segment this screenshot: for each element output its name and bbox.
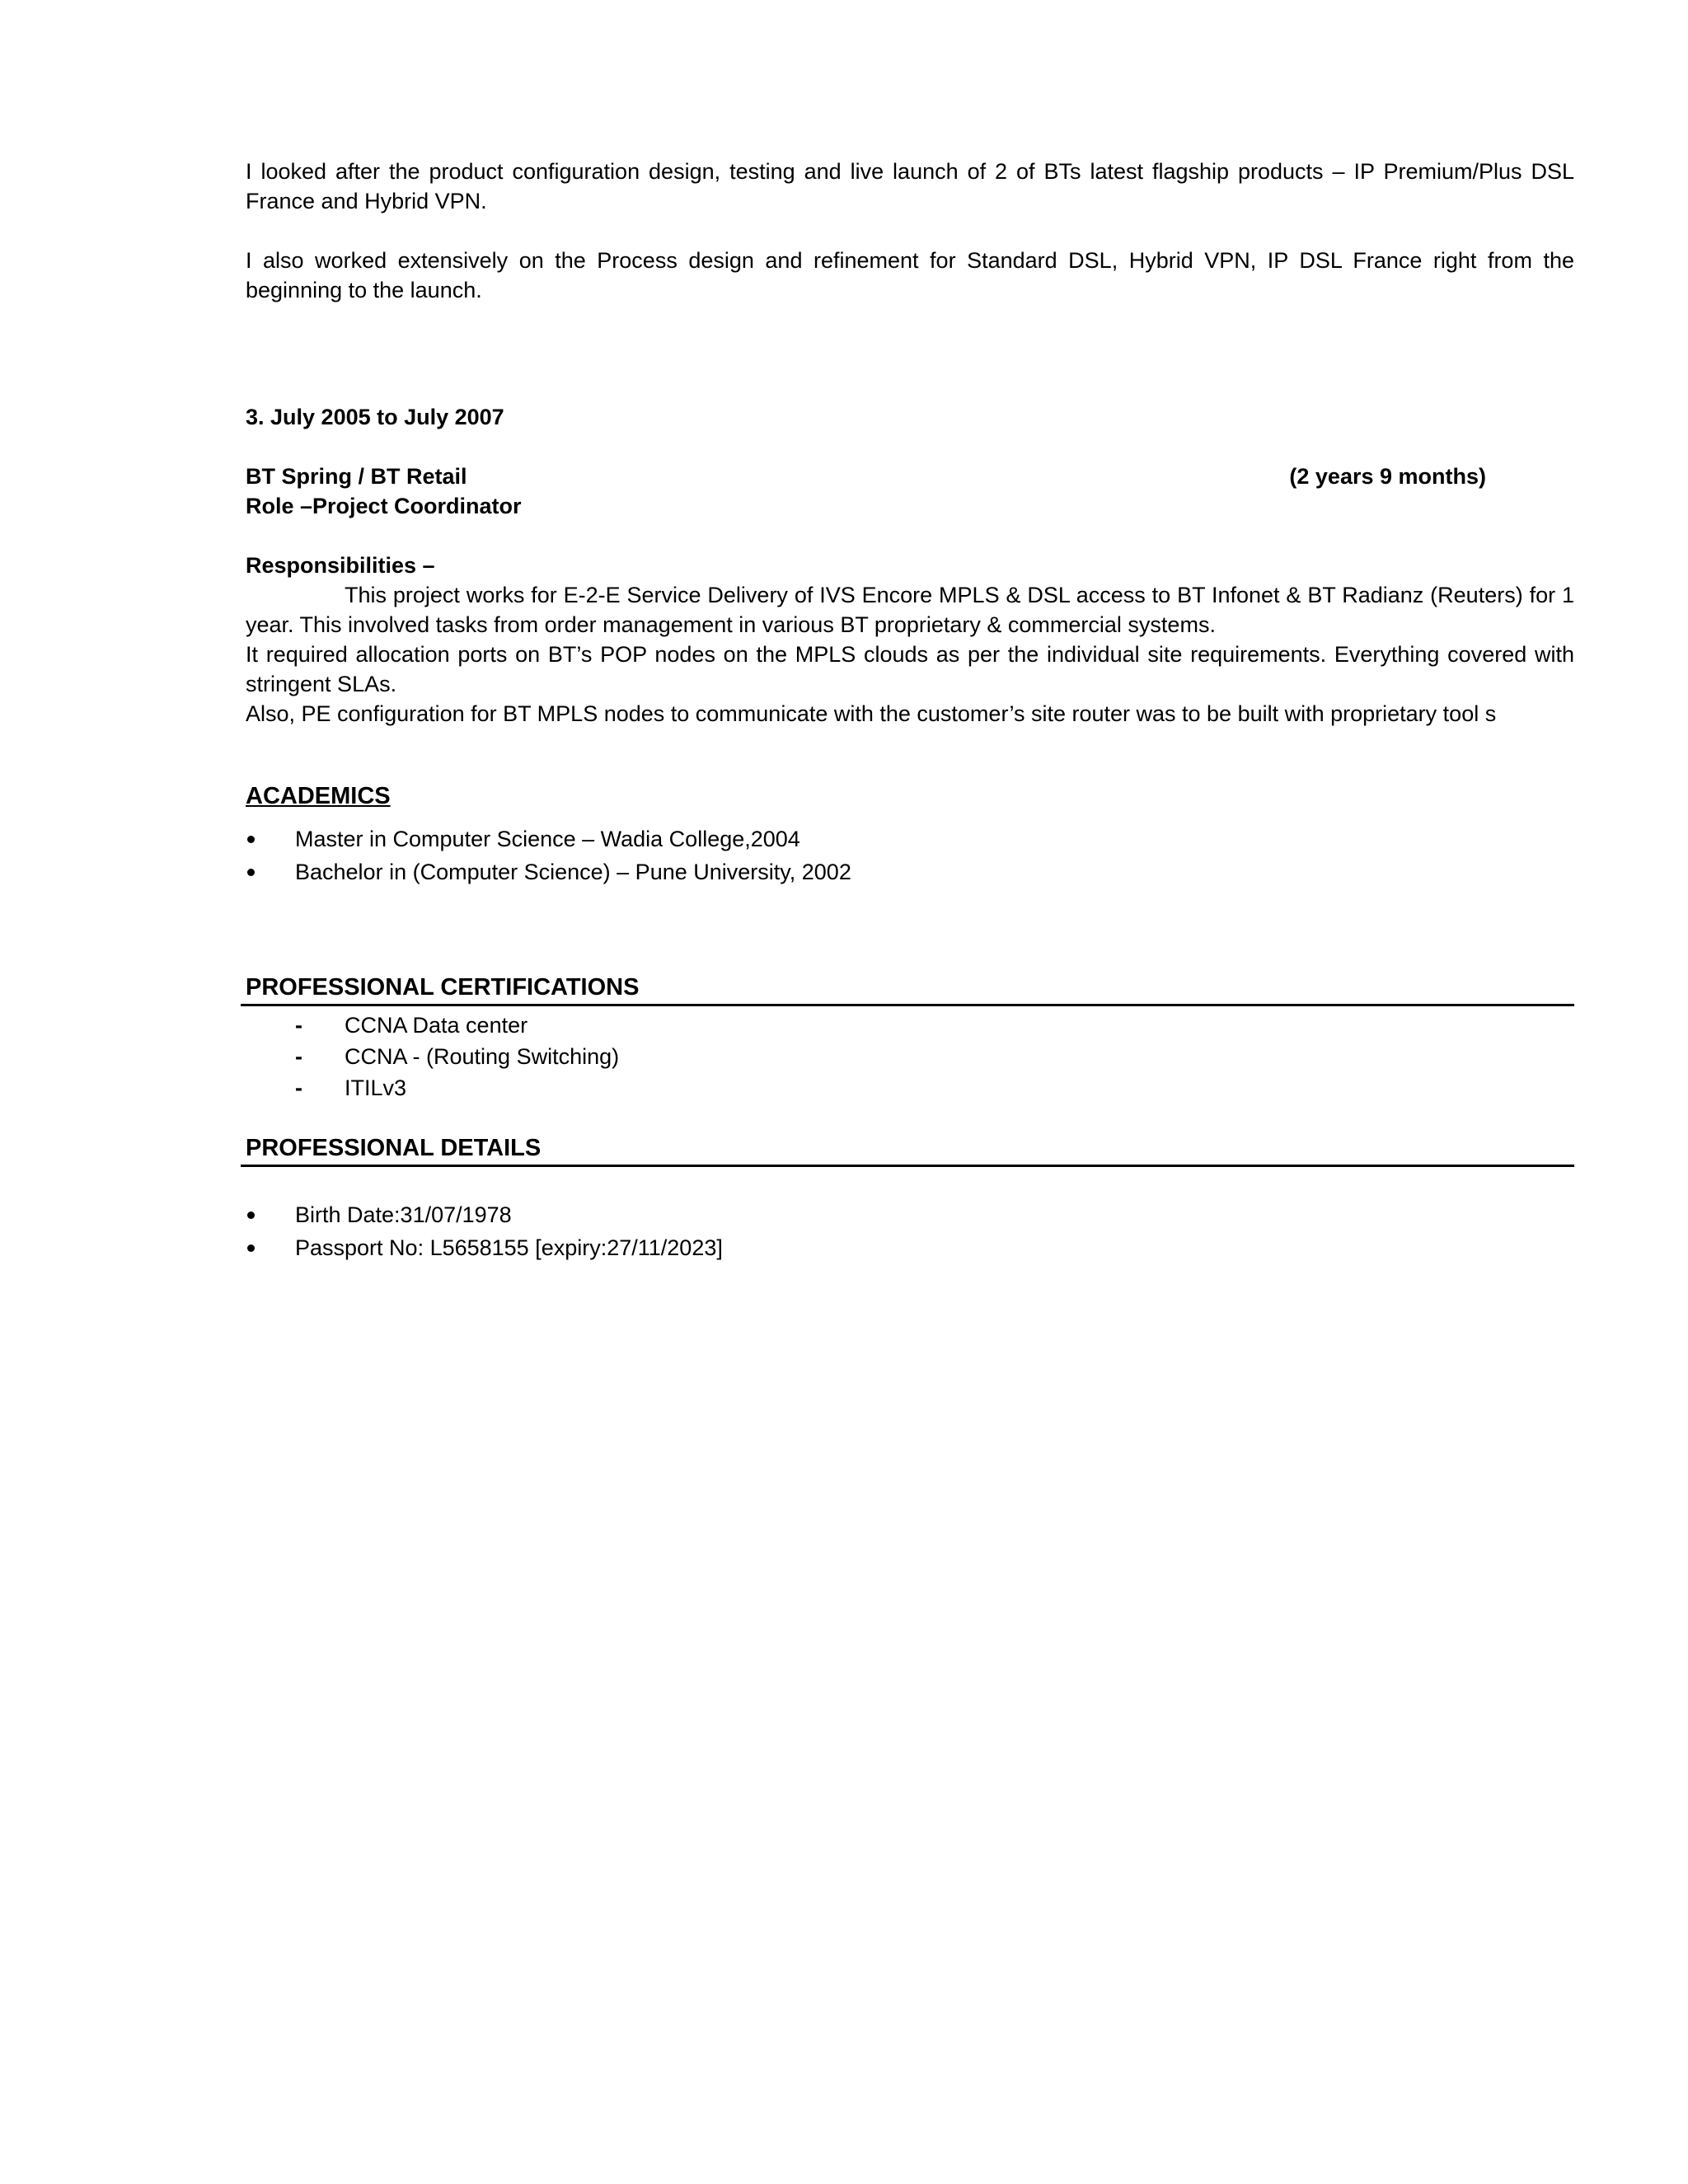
academics-item-text: Master in Computer Science – Wadia College,2004 [295,827,800,851]
job-duration: (2 years 9 months) [1289,464,1486,489]
list-item [246,1072,1574,1104]
academics-list [246,823,1574,888]
certification-item-text: CCNA Data center [345,1013,528,1038]
intro-paragraph-1: I looked after the product configuration design, testing and live launch of 2 of BTs latest flagship products – IP Premium/Plus DSL France and Hybrid VPN. [246,159,1574,213]
responsibilities-text-2: It required allocation ports on BT’s POP nodes on the MPLS clouds as per the individual site requirements. Everything covered with stringent SLAs. [246,642,1574,696]
certifications-title: PROFESSIONAL CERTIFICATIONS [241,972,1574,1006]
details-list [246,1198,1574,1264]
dash-icon: - [295,1076,302,1100]
list-item [246,1231,1574,1264]
responsibilities-text-1 [246,580,1574,640]
list-item [246,855,1574,888]
list-item [246,1010,1574,1041]
company-name: BT Spring / BT Retail [246,464,467,489]
bullet-icon [247,1244,255,1252]
academics-title: ACADEMICS [246,783,391,809]
certifications-list [246,1010,1574,1104]
details-item-text: Passport No: L5658155 [expiry:27/11/2023] [295,1235,723,1260]
job-period-heading: 3. July 2005 to July 2007 [246,405,504,429]
dash-icon: - [295,1044,302,1069]
bullet-icon [247,836,255,843]
company-row [246,462,1486,491]
academics-item-text: Bachelor in (Computer Science) – Pune University, 2002 [295,860,851,884]
bullet-icon [247,1212,255,1219]
job-role: Role –Project Coordinator [246,494,522,518]
responsibilities-text-3: Also, PE configuration for BT MPLS nodes to communicate with the customer’s site router was to be built with proprietary tool s [246,701,1497,726]
certification-item-text: ITILv3 [345,1076,407,1100]
dash-icon: - [295,1013,302,1038]
responsibilities-text-1-content: This project works for E-2-E Service Delivery of IVS Encore MPLS & DSL access to BT Infonet & BT Radianz (Reuters) for 1 year. This involved tasks from order management in various BT proprietary & commercial systems. [246,583,1574,637]
list-item [246,823,1574,855]
details-item-text: Birth Date:31/07/1978 [295,1202,512,1227]
list-item [246,1198,1574,1231]
certification-item-text: CCNA - (Routing Switching) [345,1044,620,1069]
bullet-icon [247,869,255,876]
resume-page [246,157,1574,1264]
responsibilities-label: Responsibilities – [246,553,435,578]
list-item [246,1041,1574,1072]
intro-paragraph-2: I also worked extensively on the Process design and refinement for Standard DSL, Hybrid VPN, IP DSL France right from the beginning to the launch. [246,248,1574,302]
details-title: PROFESSIONAL DETAILS [241,1133,1574,1167]
